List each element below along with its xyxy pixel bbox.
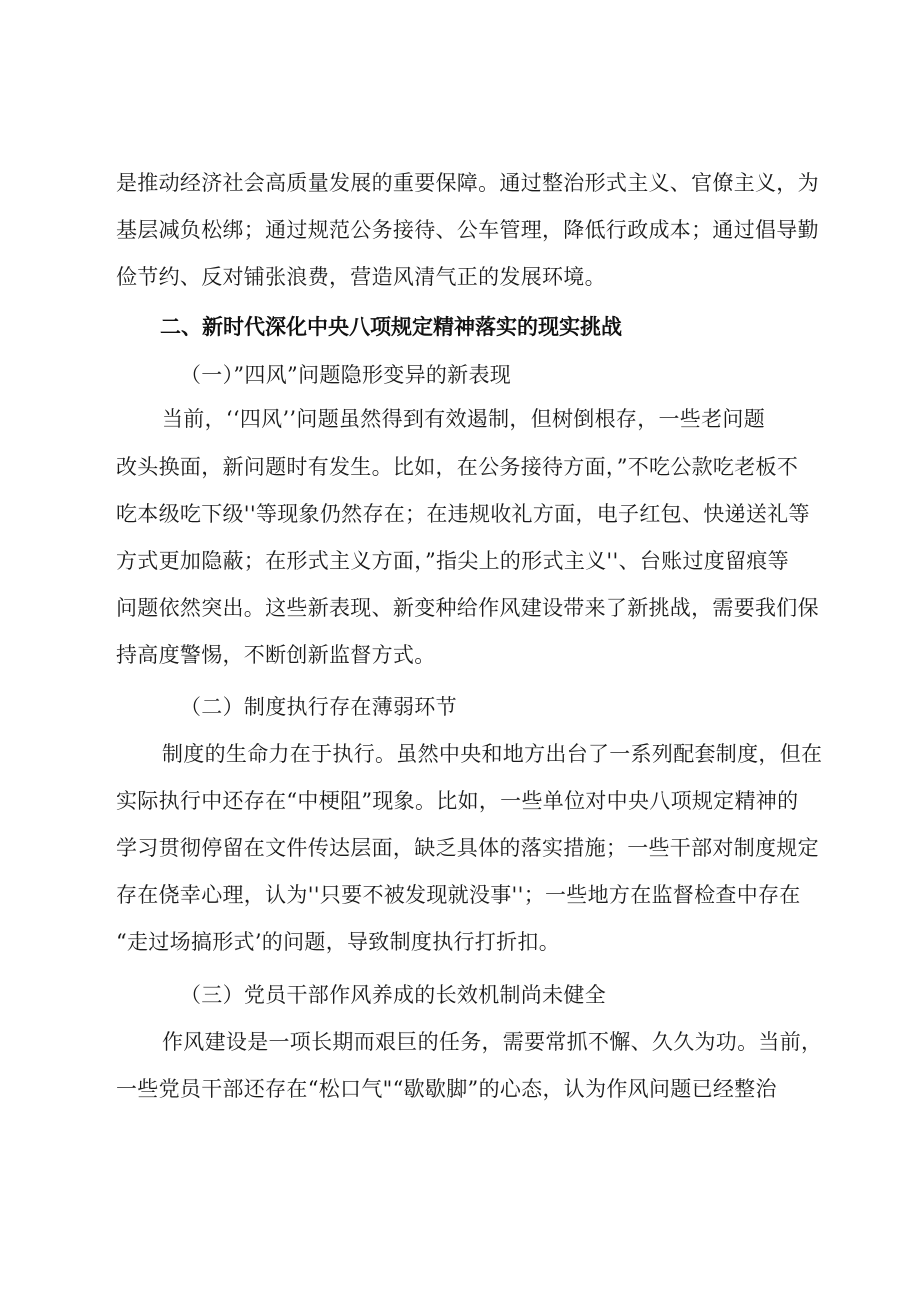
section-heading: 二、新时代深化中央八项规定精神落实的现实挑战 (160, 315, 622, 339)
subsection-heading: （三）党员干部作风养成的长效机制尚未健全 (180, 983, 606, 1007)
subsection-heading: （一）”四风”问题隐形变异的新表现 (180, 363, 512, 387)
paragraph-line: 制度的生命力在于执行。虽然中央和地方出台了一系列配套制度，但在 (162, 742, 823, 766)
paragraph-line: 作风建设是一项长期而艰巨的任务，需要常抓不懈、久久为功。当前， (162, 1030, 823, 1054)
paragraph-line: 持高度警惕，不断创新监督方式。 (116, 643, 436, 667)
paragraph-line: 存在侥幸心理，认为''只要不被发现就没事''；一些地方在监督检查中存在 (116, 883, 801, 907)
paragraph-line: 基层减负松绑；通过规范公务接待、公车管理，降低行政成本；通过倡导勤 (116, 218, 819, 242)
paragraph-line: 方式更加隐蔽；在形式主义方面，”指尖上的形式主义''、台账过度留痕等 (116, 549, 789, 573)
paragraph-line: 一些党员干部还存在“松口气"“歇歇脚”的心态，认为作风问题已经整治 (116, 1077, 777, 1101)
paragraph-line: 改头换面，新问题时有发生。比如，在公务接待方面，”不吃公款吃老板不 (116, 455, 799, 479)
paragraph-line: 吃本级吃下级''等现象仍然存在；在违规收礼方面，电子红包、快递送礼等 (116, 502, 810, 526)
subsection-heading: （二）制度执行存在薄弱环节 (180, 695, 457, 719)
paragraph-line: “走过场搞形式’的问题，导致制度执行打折扣。 (116, 930, 561, 954)
paragraph-line: 是推动经济社会高质量发展的重要保障。通过整治形式主义、官僚主义，为 (116, 171, 819, 195)
paragraph-line: 俭节约、反对铺张浪费，营造风清气正的发展环境。 (116, 265, 606, 289)
paragraph-line: 学习贯彻停留在文件传达层面，缺乏具体的落实措施；一些干部对制度规定 (116, 836, 819, 860)
paragraph-line: 当前，‘‘四风’’问题虽然得到有效遏制，但树倒根存，一些老问题 (162, 407, 765, 431)
paragraph-line: 问题依然突出。这些新表现、新变种给作风建设带来了新挑战，需要我们保 (116, 596, 819, 620)
paragraph-line: 实际执行中还存在“中梗阻”现象。比如，一些单位对中央八项规定精神的 (116, 789, 799, 813)
